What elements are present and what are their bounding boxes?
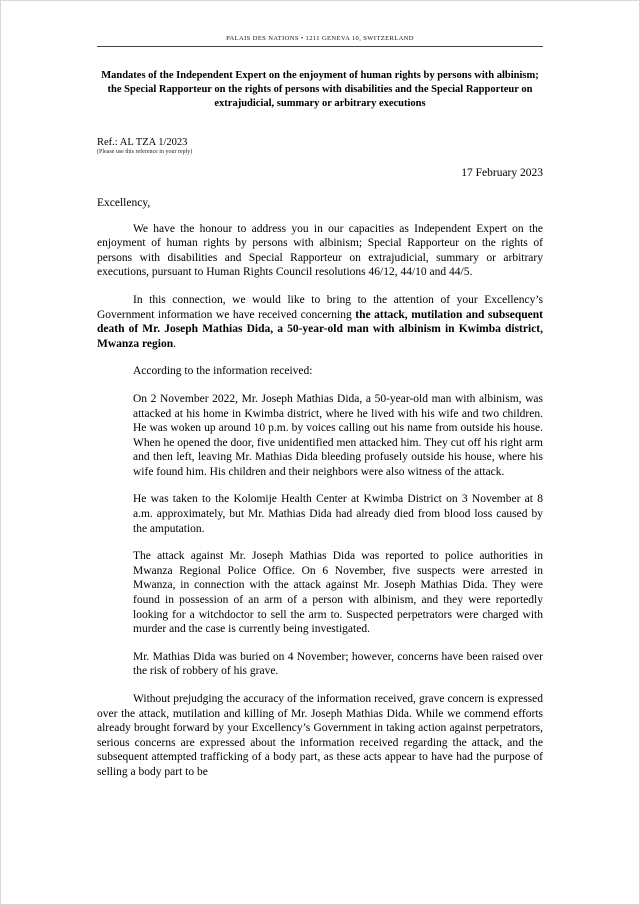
subject-paragraph-lead: In this connection, we would like to bring to the attention of your Excellency’s Government information we have received concerning bbox=[97, 293, 543, 321]
allegation-paragraph-4: Mr. Mathias Dida was buried on 4 November; however, concerns have been raised over the risk of robbery of his grave. bbox=[133, 650, 543, 678]
reference-note: (Please use this reference in your reply) bbox=[97, 148, 193, 155]
letterhead-address: PALAIS DES NATIONS • 1211 GENEVA 10, SWITZERLAND bbox=[226, 35, 414, 42]
reference-block bbox=[97, 137, 543, 155]
allegation-paragraph-3: The attack against Mr. Joseph Mathias Dida was reported to police authorities in Mwanza Regional Police Office. On 6 November, five suspects were arrested in Mwanza, in connection with the attack against Mr. Joseph Mathias Dida. They were found in possession of an arm of a person with albinism, and they were reportedly looking for a witchdoctor to sell the arm to. Suspected perpetrators were charged with murder and the case is currently being investigated. bbox=[133, 550, 543, 636]
allegation-block bbox=[133, 392, 543, 679]
reference-number: Ref.: AL TZA 1/2023 bbox=[97, 136, 188, 148]
opening-paragraph: We have the honour to address you in our capacities as Independent Expert on the enjoyment of human rights by persons with albinism; Special Rapporteur on the rights of persons with disabilities and Special Rapporteur on extrajudicial, summary or arbitrary executions, pursuant to Human Rights Council resolutions 46/12, 44/10 and 44/5. bbox=[97, 222, 543, 279]
closing-paragraph: Without prejudging the accuracy of the information received, grave concern is expressed over the attack, mutilation and killing of Mr. Joseph Mathias Dida. While we commend efforts already brought forward by your Excellency’s Government in taking action against perpetrators, serious concerns are expressed about the information received regarding the attack, and the subsequent attempted trafficking of a body part, as these acts appear to have had the purpose of selling a body part to be bbox=[97, 693, 543, 778]
letterhead bbox=[97, 35, 543, 47]
subject-paragraph bbox=[97, 293, 543, 351]
salutation: Excellency, bbox=[97, 196, 151, 209]
subject-paragraph-period: . bbox=[173, 337, 177, 350]
subject-paragraph-bold: the attack, mutilation and subsequent death of Mr. Joseph Mathias Dida, a 50-year-old man with albinism in Kwimba district, Mwanza region bbox=[97, 308, 543, 350]
allegation-paragraph-2: He was taken to the Kolomije Health Center at Kwimba District on 3 November at 8 a.m. approximately, but Mr. Mathias Dida had already died from blood loss caused by the amputation. bbox=[133, 493, 543, 535]
letter-date: 17 February 2023 bbox=[461, 166, 543, 179]
allegation-paragraph-1: On 2 November 2022, Mr. Joseph Mathias Dida, a 50-year-old man with albinism, was attacked at his home in Kwimba district, where he lived with his wife and two children. He was woken up around 10 p.m. by voices calling out his name from outside his house. When he opened the door, five unidentified men attacked him. They cut off his right arm and then left, leaving Mr. Mathias Dida bleeding profusely outside his house, where his wife found him. His children and their neighbors were also witness of the attack. bbox=[133, 392, 543, 478]
mandates-heading: Mandates of the Independent Expert on the enjoyment of human rights by persons with albinism; the Special Rapporteur on the rights of persons with disabilities and the Special Rapporteur on extrajudicial, summary or arbitrary executions bbox=[101, 70, 539, 109]
allegation-intro: According to the information received: bbox=[133, 365, 313, 378]
